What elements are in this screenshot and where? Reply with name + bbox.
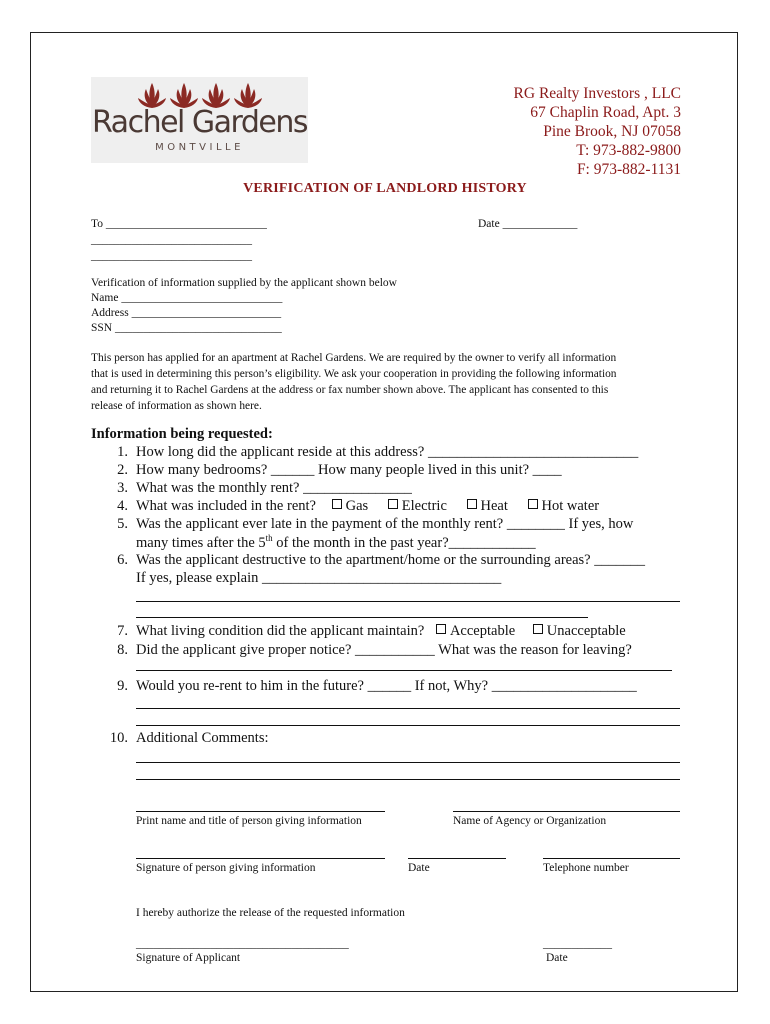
company-name: RG Realty Investors , LLC <box>513 85 681 102</box>
q3-text[interactable]: What was the monthly rent? _______________ <box>136 480 412 496</box>
company-city: Pine Brook, NJ 07058 <box>543 123 681 140</box>
print-name-label: Print name and title of person giving information <box>136 815 362 827</box>
applicant-signature-label: Signature of Applicant <box>136 952 241 964</box>
gas-label: Gas <box>345 498 369 514</box>
q7-number: 7. <box>117 623 128 639</box>
to-field[interactable] <box>91 218 267 230</box>
telephone-line[interactable] <box>543 858 680 859</box>
acceptable-label: Acceptable <box>449 623 516 639</box>
rachel-gardens-logo <box>91 77 308 163</box>
applicant-signature-line[interactable]: _____________________________________ <box>136 938 349 950</box>
signature-person-label: Signature of person giving information <box>136 862 316 874</box>
to-label: To <box>91 218 103 230</box>
comments-line[interactable] <box>136 779 680 780</box>
applicant-ssn-field[interactable]: SSN _____________________________ <box>91 322 282 334</box>
to-line-2[interactable]: ____________________________ <box>91 234 252 246</box>
agency-label: Name of Agency or Organization <box>453 815 607 827</box>
q6-line-2[interactable]: If yes, please explain _________________________________ <box>136 570 502 586</box>
date-label: Date <box>408 862 430 874</box>
q4-number: 4. <box>117 498 128 514</box>
company-street: 67 Chaplin Road, Apt. 3 <box>530 104 681 121</box>
paragraph-line: and returning it to Rachel Gardens at the address or fax number shown above. The applicant has consented to this <box>91 384 609 396</box>
q5-number: 5. <box>117 516 128 532</box>
company-address-block <box>514 84 681 179</box>
q6-line-1[interactable]: Was the applicant destructive to the apartment/home or the surrounding areas? _______ <box>136 552 645 568</box>
electric-label: Electric <box>401 498 447 514</box>
q8-number: 8. <box>117 642 128 658</box>
hot-water-label: Hot water <box>541 498 600 514</box>
paragraph-line: that is used in determining this person’s eligibility. We ask your cooperation in providing the following information <box>91 368 617 380</box>
unacceptable-label: Unacceptable <box>546 623 626 639</box>
q10-number: 10. <box>109 730 128 746</box>
company-phone: T: 973-882-9800 <box>576 142 681 159</box>
checkbox-icon <box>533 624 543 634</box>
consent-paragraph <box>91 350 691 414</box>
applicant-date-label: Date <box>546 952 568 964</box>
comments-line[interactable] <box>136 762 680 763</box>
checkbox-icon <box>388 499 398 509</box>
checkbox-icon <box>528 499 538 509</box>
authorization-statement: I hereby authorize the release of the requested information <box>136 907 405 919</box>
q5-superscript: th <box>265 533 273 543</box>
q6-answer-line[interactable] <box>136 617 588 618</box>
applicant-date-line[interactable]: ____________ <box>543 938 612 950</box>
q5-text-b: of the month in the past year?____________ <box>272 534 536 551</box>
q5-line-1[interactable]: Was the applicant ever late in the payment of the monthly rent? ________ If yes, how <box>136 516 634 532</box>
agency-line[interactable] <box>453 811 680 812</box>
q1-text[interactable]: How long did the applicant reside at this address? _____________________________ <box>136 444 639 460</box>
date-label: Date <box>478 218 500 230</box>
q4-row <box>136 498 599 515</box>
q6-number: 6. <box>117 552 128 568</box>
logo-subtitle: MONTVILLE <box>155 142 244 153</box>
q9-number: 9. <box>117 678 128 694</box>
q5-text-a: many times after the 5 <box>136 534 266 551</box>
gas-checkbox[interactable] <box>330 498 369 514</box>
q3-number: 3. <box>117 480 128 496</box>
q8-answer-line[interactable] <box>136 670 672 671</box>
acceptable-checkbox[interactable] <box>434 623 515 639</box>
paragraph-line: release of information as shown here. <box>91 400 262 412</box>
q7-text: What living condition did the applicant maintain? <box>136 623 425 639</box>
unacceptable-checkbox[interactable] <box>531 623 626 639</box>
document-title: VERIFICATION OF LANDLORD HISTORY <box>243 181 527 196</box>
q1-number: 1. <box>117 444 128 460</box>
company-fax: F: 973-882-1131 <box>576 161 681 178</box>
q2-number: 2. <box>117 462 128 478</box>
electric-checkbox[interactable] <box>386 498 447 514</box>
paragraph-line: This person has applied for an apartment at Rachel Gardens. We are required by the owner to verify all information <box>91 352 617 364</box>
heat-checkbox[interactable] <box>465 498 508 514</box>
q9-answer-line[interactable] <box>136 725 680 726</box>
checkbox-icon <box>436 624 446 634</box>
q9-answer-line[interactable] <box>136 708 680 709</box>
hot-water-checkbox[interactable] <box>526 498 600 514</box>
q7-row <box>136 623 626 640</box>
heat-label: Heat <box>480 498 508 514</box>
q2-text[interactable]: How many bedrooms? ______ How many people lived in this unit? ____ <box>136 462 562 478</box>
to-line-3[interactable]: ____________________________ <box>91 250 252 262</box>
date-blank: _____________ <box>502 218 578 230</box>
q10-text: Additional Comments: <box>136 730 269 746</box>
applicant-name-field[interactable]: Name ____________________________ <box>91 292 283 304</box>
verification-intro: Verification of information supplied by the applicant shown below <box>91 277 397 289</box>
q4-text: What was included in the rent? <box>136 498 316 514</box>
checkbox-icon <box>332 499 342 509</box>
date-line[interactable] <box>408 858 506 859</box>
q5-line-2[interactable] <box>136 533 536 552</box>
q6-answer-line[interactable] <box>136 601 680 602</box>
date-field[interactable] <box>478 218 577 230</box>
checkbox-icon <box>467 499 477 509</box>
logo-wordmark: Rachel Gardens <box>92 105 307 140</box>
q8-text[interactable]: Did the applicant give proper notice? ___________ What was the reason for leaving? <box>136 642 632 658</box>
print-name-line[interactable] <box>136 811 385 812</box>
applicant-address-field[interactable]: Address __________________________ <box>91 307 282 319</box>
telephone-label: Telephone number <box>543 862 629 874</box>
q9-text[interactable]: Would you re-rent to him in the future? ______ If not, Why? ____________________ <box>136 678 637 694</box>
section-title: Information being requested: <box>91 426 273 442</box>
to-blank: ____________________________ <box>105 218 267 230</box>
signature-person-line[interactable] <box>136 858 385 859</box>
